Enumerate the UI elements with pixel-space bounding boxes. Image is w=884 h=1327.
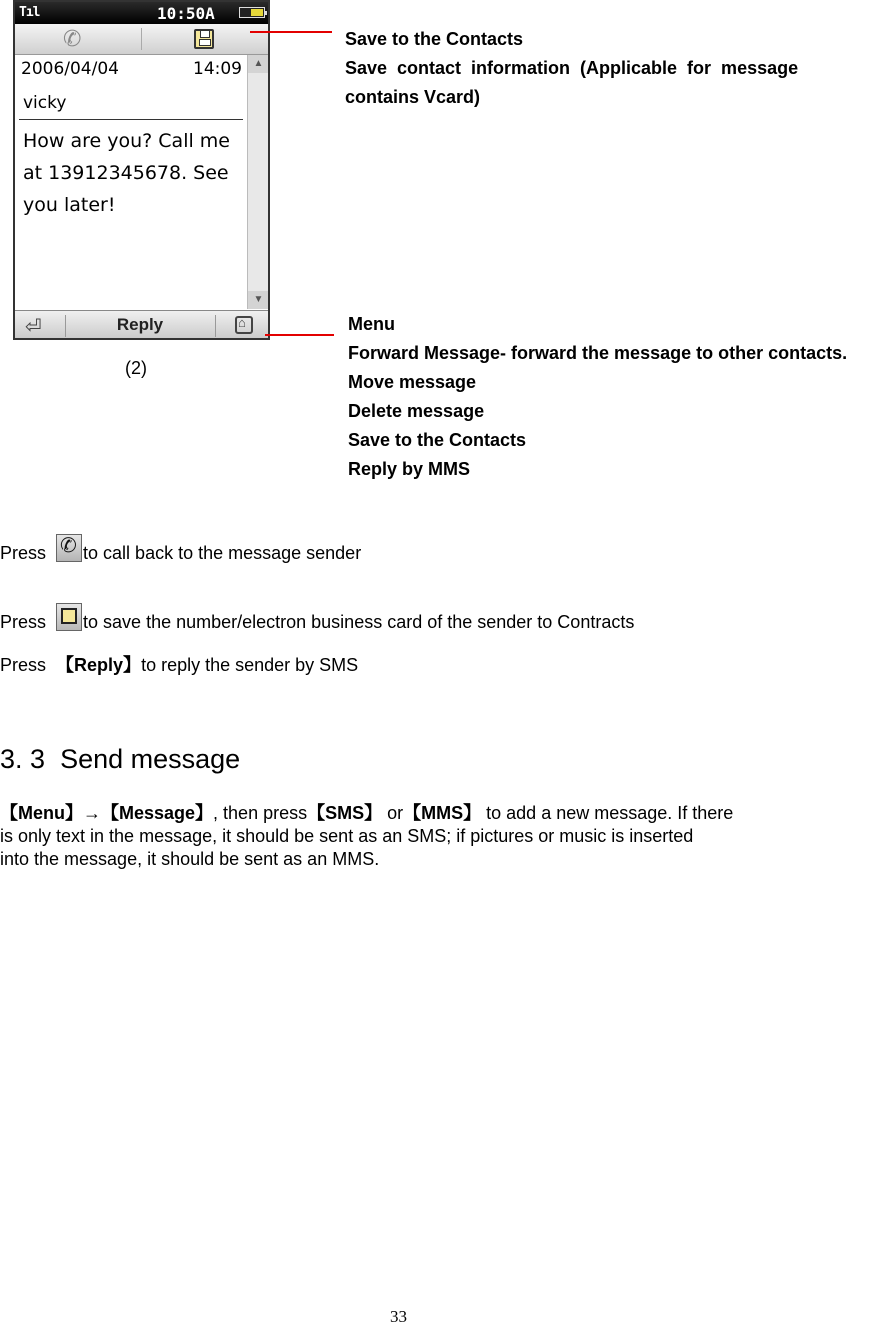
phone-call-icon	[56, 534, 82, 562]
callout-line-menu	[265, 334, 334, 336]
phone-screenshot	[13, 0, 270, 340]
callout-menu-title: Menu	[348, 314, 395, 334]
message-sender: vicky	[23, 93, 67, 113]
press-label: Press	[0, 612, 47, 632]
signal-icon: Tıl	[19, 5, 40, 20]
toolbar-divider	[65, 315, 66, 337]
callout-menu-item: Delete message	[348, 401, 485, 421]
section-line-1	[0, 802, 860, 825]
phone-call-icon[interactable]: ✆	[63, 26, 82, 51]
menu-key: 【Menu】	[0, 803, 83, 823]
message-date: 2006/04/04	[21, 59, 119, 79]
section-line-3: into the message, it should be sent as an MMS.	[0, 849, 380, 869]
callout-menu-item: Reply by MMS	[348, 459, 471, 479]
battery-icon	[239, 7, 265, 18]
or-text: or	[382, 803, 404, 823]
menu-icon[interactable]	[235, 316, 253, 334]
toolbar-divider	[141, 28, 142, 50]
press-label: Press	[0, 543, 47, 563]
toolbar-divider	[215, 315, 216, 337]
scroll-down-icon[interactable]: ▼	[248, 291, 269, 309]
reply-key: 【Reply】	[56, 655, 142, 675]
message-body: How are you? Call me at 13912345678. See you later!	[23, 130, 230, 216]
callout-save-desc-2: contains Vcard)	[345, 87, 481, 107]
save-contact-icon	[56, 603, 82, 631]
section-paragraph	[0, 802, 860, 871]
section-heading	[0, 744, 240, 775]
instruction-save-text: to save the number/electron business card of the sender to Contracts	[83, 612, 635, 632]
callout-save-title: Save to the Contacts	[345, 29, 524, 49]
section-line-1-tail: to add a new message. If there	[481, 803, 734, 823]
section-title: Send message	[60, 744, 241, 774]
sms-key: 【SMS】	[307, 803, 383, 823]
reply-button[interactable]: Reply	[116, 315, 164, 334]
back-icon[interactable]: ⏎	[25, 316, 42, 338]
callout-menu-item: Forward Message- forward the message to other contacts.	[348, 343, 848, 363]
section-number: 3. 3	[0, 744, 46, 774]
scrollbar[interactable]	[247, 55, 269, 309]
page-number: 33	[390, 1307, 407, 1326]
top-toolbar	[15, 24, 268, 55]
message-time: 14:09	[193, 59, 242, 79]
instruction-call-text: to call back to the message sender	[83, 543, 362, 563]
instruction-save	[0, 603, 634, 634]
instruction-call	[0, 534, 361, 565]
callout-menu-item: Save to the Contacts	[348, 430, 527, 450]
status-bar	[15, 2, 268, 24]
instruction-reply-text: to reply the sender by SMS	[141, 655, 359, 675]
callout-menu	[348, 310, 847, 484]
message-view	[15, 55, 247, 309]
callout-save	[345, 25, 798, 112]
press-label: Press	[0, 655, 47, 675]
status-clock: 10:50A	[157, 4, 215, 23]
bottom-toolbar	[15, 310, 268, 340]
then-press: , then press	[213, 803, 308, 823]
mms-key: 【MMS】	[403, 803, 482, 823]
message-key: 【Message】	[101, 803, 214, 823]
callout-menu-item: Move message	[348, 372, 477, 392]
callout-line-save	[250, 31, 332, 33]
save-contact-icon[interactable]	[194, 29, 214, 49]
section-line-2: is only text in the message, it should be sent as an SMS; if pictures or music is inserted	[0, 826, 694, 846]
arrow: →	[83, 803, 101, 823]
instruction-reply	[0, 654, 358, 677]
callout-save-desc-1: Save contact information (Applicable for message	[345, 58, 799, 78]
message-divider	[19, 119, 243, 120]
scroll-up-icon[interactable]: ▲	[248, 55, 269, 73]
figure-caption: (2)	[125, 358, 147, 378]
